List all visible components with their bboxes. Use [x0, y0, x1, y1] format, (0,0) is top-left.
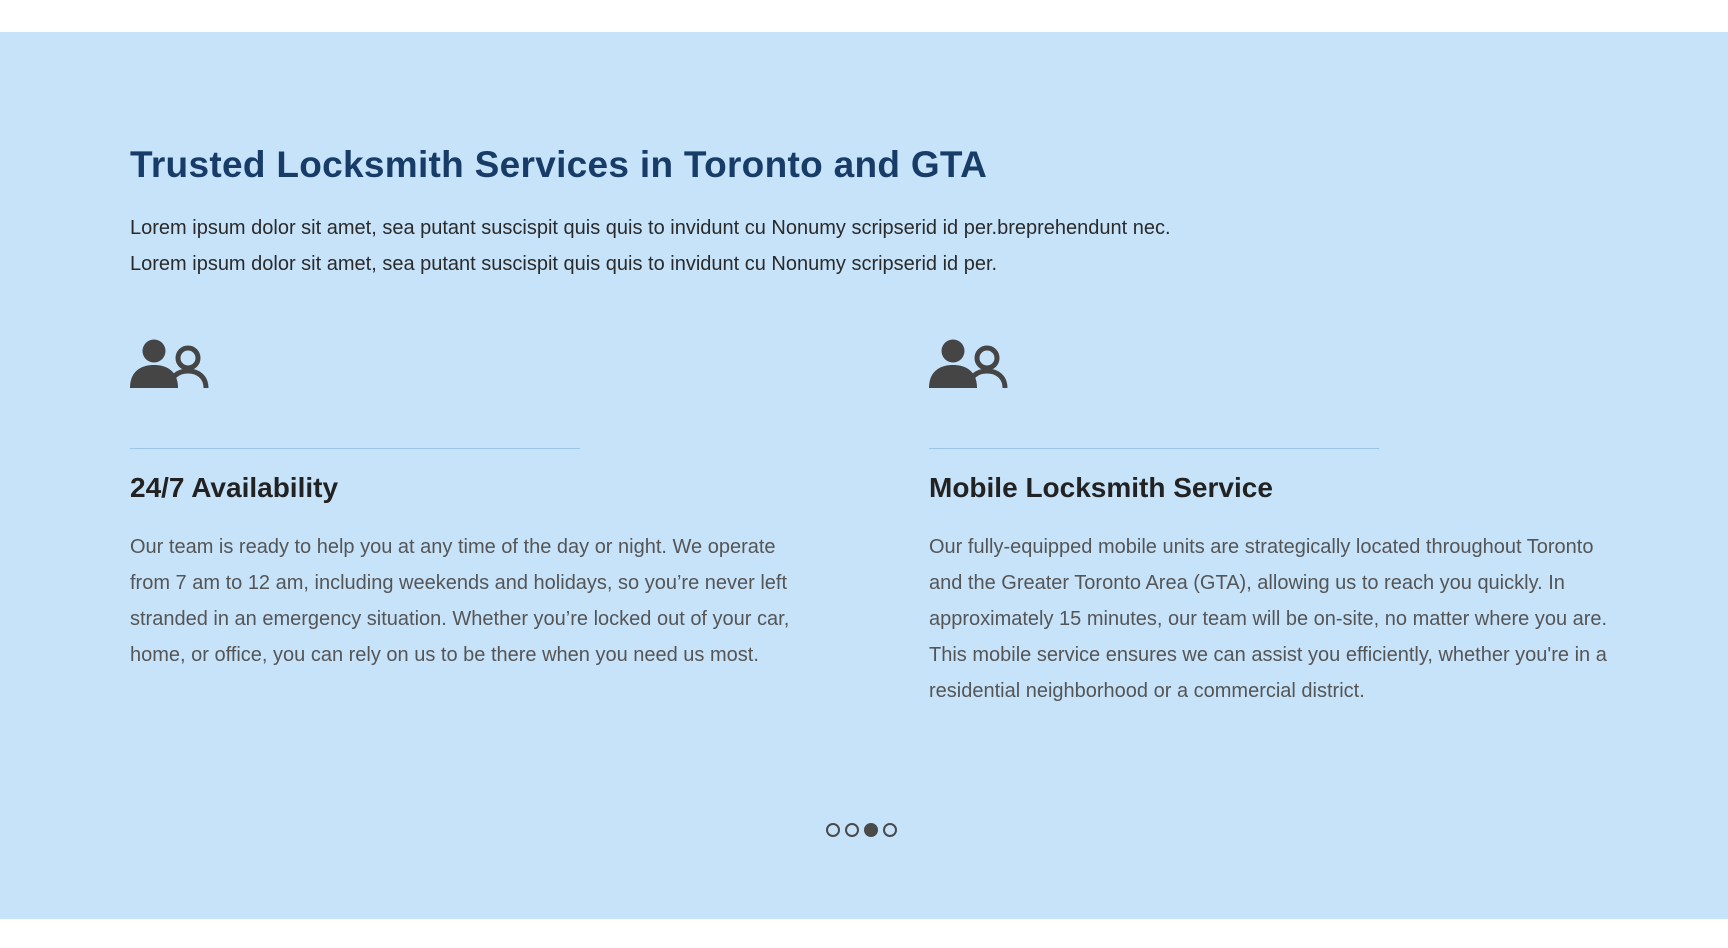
feature-divider [130, 448, 580, 449]
feature-mobile-service [929, 338, 1609, 702]
feature-title: 24/7 Availability [130, 472, 339, 503]
carousel-pagination [826, 823, 897, 839]
intro-line-2: Lorem ipsum dolor sit amet, sea putant suscispit quis quis to invidunt cu Nonumy scripserid id per. [130, 253, 998, 275]
users-icon [929, 338, 1009, 390]
section-heading: Trusted Locksmith Services in Toronto and GTA [130, 144, 988, 185]
feature-availability [130, 338, 810, 666]
feature-description: Our fully-equipped mobile units are strategically located throughout Toronto and the Greater Toronto Area (GTA), allowing us to reach you quickly. In approximately 15 minutes, our team will be on-site, no matter where you are. This mobile service ensures we can assist you efficiently, whether you're in a residential neighborhood or a commercial district. [929, 536, 1608, 702]
intro-line-1: Lorem ipsum dolor sit amet, sea putant suscispit quis quis to invidunt cu Nonumy scripserid id per.breprehendunt nec. [130, 217, 1171, 239]
feature-title: Mobile Locksmith Service [929, 472, 1273, 503]
carousel-dot-3[interactable] [864, 823, 878, 837]
intro-text [130, 210, 1430, 282]
services-section [0, 32, 1728, 919]
feature-description: Our team is ready to help you at any time of the day or night. We operate from 7 am to 12 am, including weekends and holidays, so you’re never left stranded in an emergency situation. Whether you’re locked out of your car, home, or office, you can rely on us to be there when you need us most. [130, 536, 790, 666]
carousel-dot-4[interactable] [883, 823, 897, 837]
users-icon [130, 338, 210, 390]
feature-divider [929, 448, 1379, 449]
carousel-dot-2[interactable] [845, 823, 859, 837]
carousel-dot-1[interactable] [826, 823, 840, 837]
